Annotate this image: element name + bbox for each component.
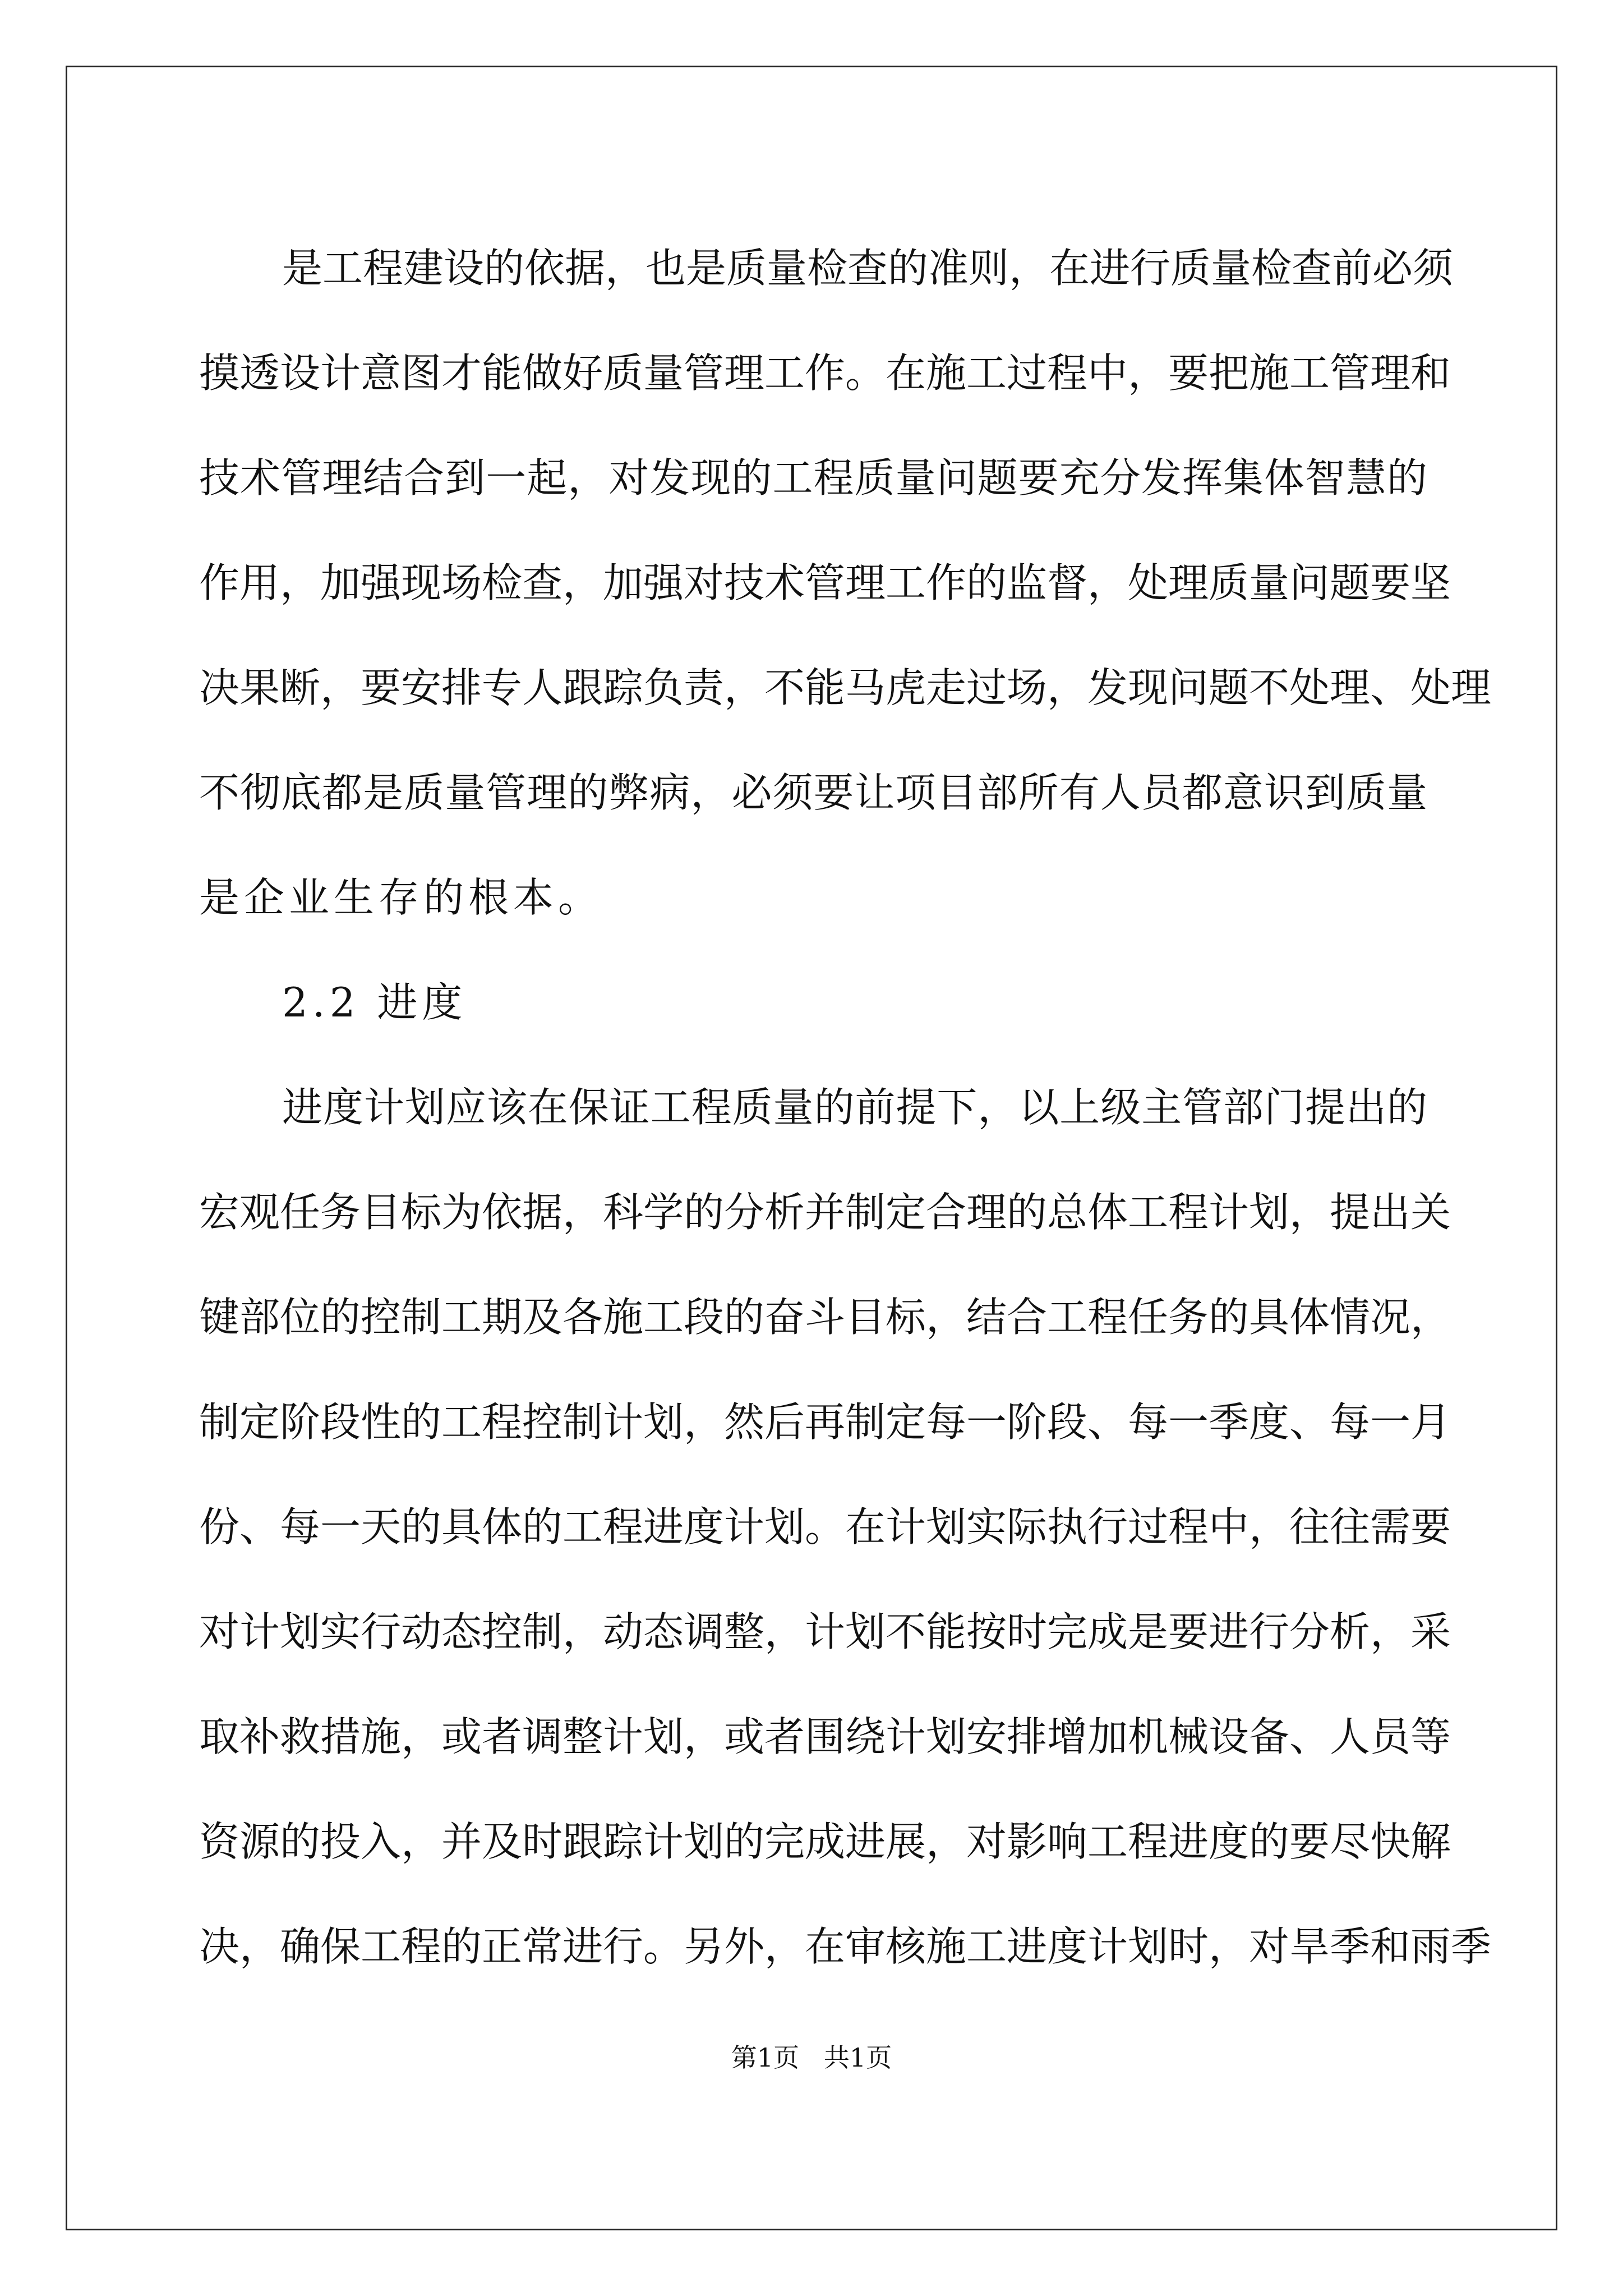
paragraph-line: 作用，加强现场检查，加强对技术管理工作的监督，处理质量问题要坚 xyxy=(199,559,1451,606)
paragraph-line: 是企业生存的根本。 xyxy=(199,874,603,921)
page-number-footer: 第1页 共1页 xyxy=(731,2042,892,2073)
section-heading: 2.2 进度 xyxy=(282,979,467,1026)
paragraph-line: 决果断，要安排专人跟踪负责，不能马虎走过场，发现问题不处理、处理 xyxy=(199,664,1492,711)
paragraph-line: 制定阶段性的工程控制计划，然后再制定每一阶段、每一季度、每一月 xyxy=(199,1398,1451,1446)
paragraph-line: 不彻底都是质量管理的弊病，必须要让项目部所有人员都意识到质量 xyxy=(199,769,1427,816)
paragraph-line: 资源的投入，并及时跟踪计划的完成进展，对影响工程进度的要尽快解 xyxy=(199,1818,1451,1865)
paragraph-line: 决，确保工程的正常进行。另外，在审核施工进度计划时，对旱季和雨季 xyxy=(199,1923,1492,1970)
paragraph-line: 摸透设计意图才能做好质量管理工作。在施工过程中，要把施工管理和 xyxy=(199,349,1451,397)
paragraph-line: 技术管理结合到一起，对发现的工程质量问题要充分发挥集体智慧的 xyxy=(199,454,1427,501)
paragraph-line: 取补救措施，或者调整计划，或者围绕计划安排增加机械设备、人员等 xyxy=(199,1713,1451,1760)
document-body xyxy=(199,216,1492,1999)
paragraph-line: 份、每一天的具体的工程进度计划。在计划实际执行过程中，往往需要 xyxy=(199,1503,1451,1550)
paragraph-line: 键部位的控制工期及各施工段的奋斗目标，结合工程任务的具体情况， xyxy=(199,1294,1451,1341)
paragraph-line: 对计划实行动态控制，动态调整，计划不能按时完成是要进行分析，采 xyxy=(199,1608,1451,1655)
paragraph-line: 宏观任务目标为依据，科学的分析并制定合理的总体工程计划，提出关 xyxy=(199,1189,1451,1236)
paragraph-line: 进度计划应该在保证工程质量的前提下，以上级主管部门提出的 xyxy=(282,1084,1427,1131)
paragraph-line: 是工程建设的依据，也是质量检查的准则，在进行质量检查前必须 xyxy=(282,245,1454,292)
